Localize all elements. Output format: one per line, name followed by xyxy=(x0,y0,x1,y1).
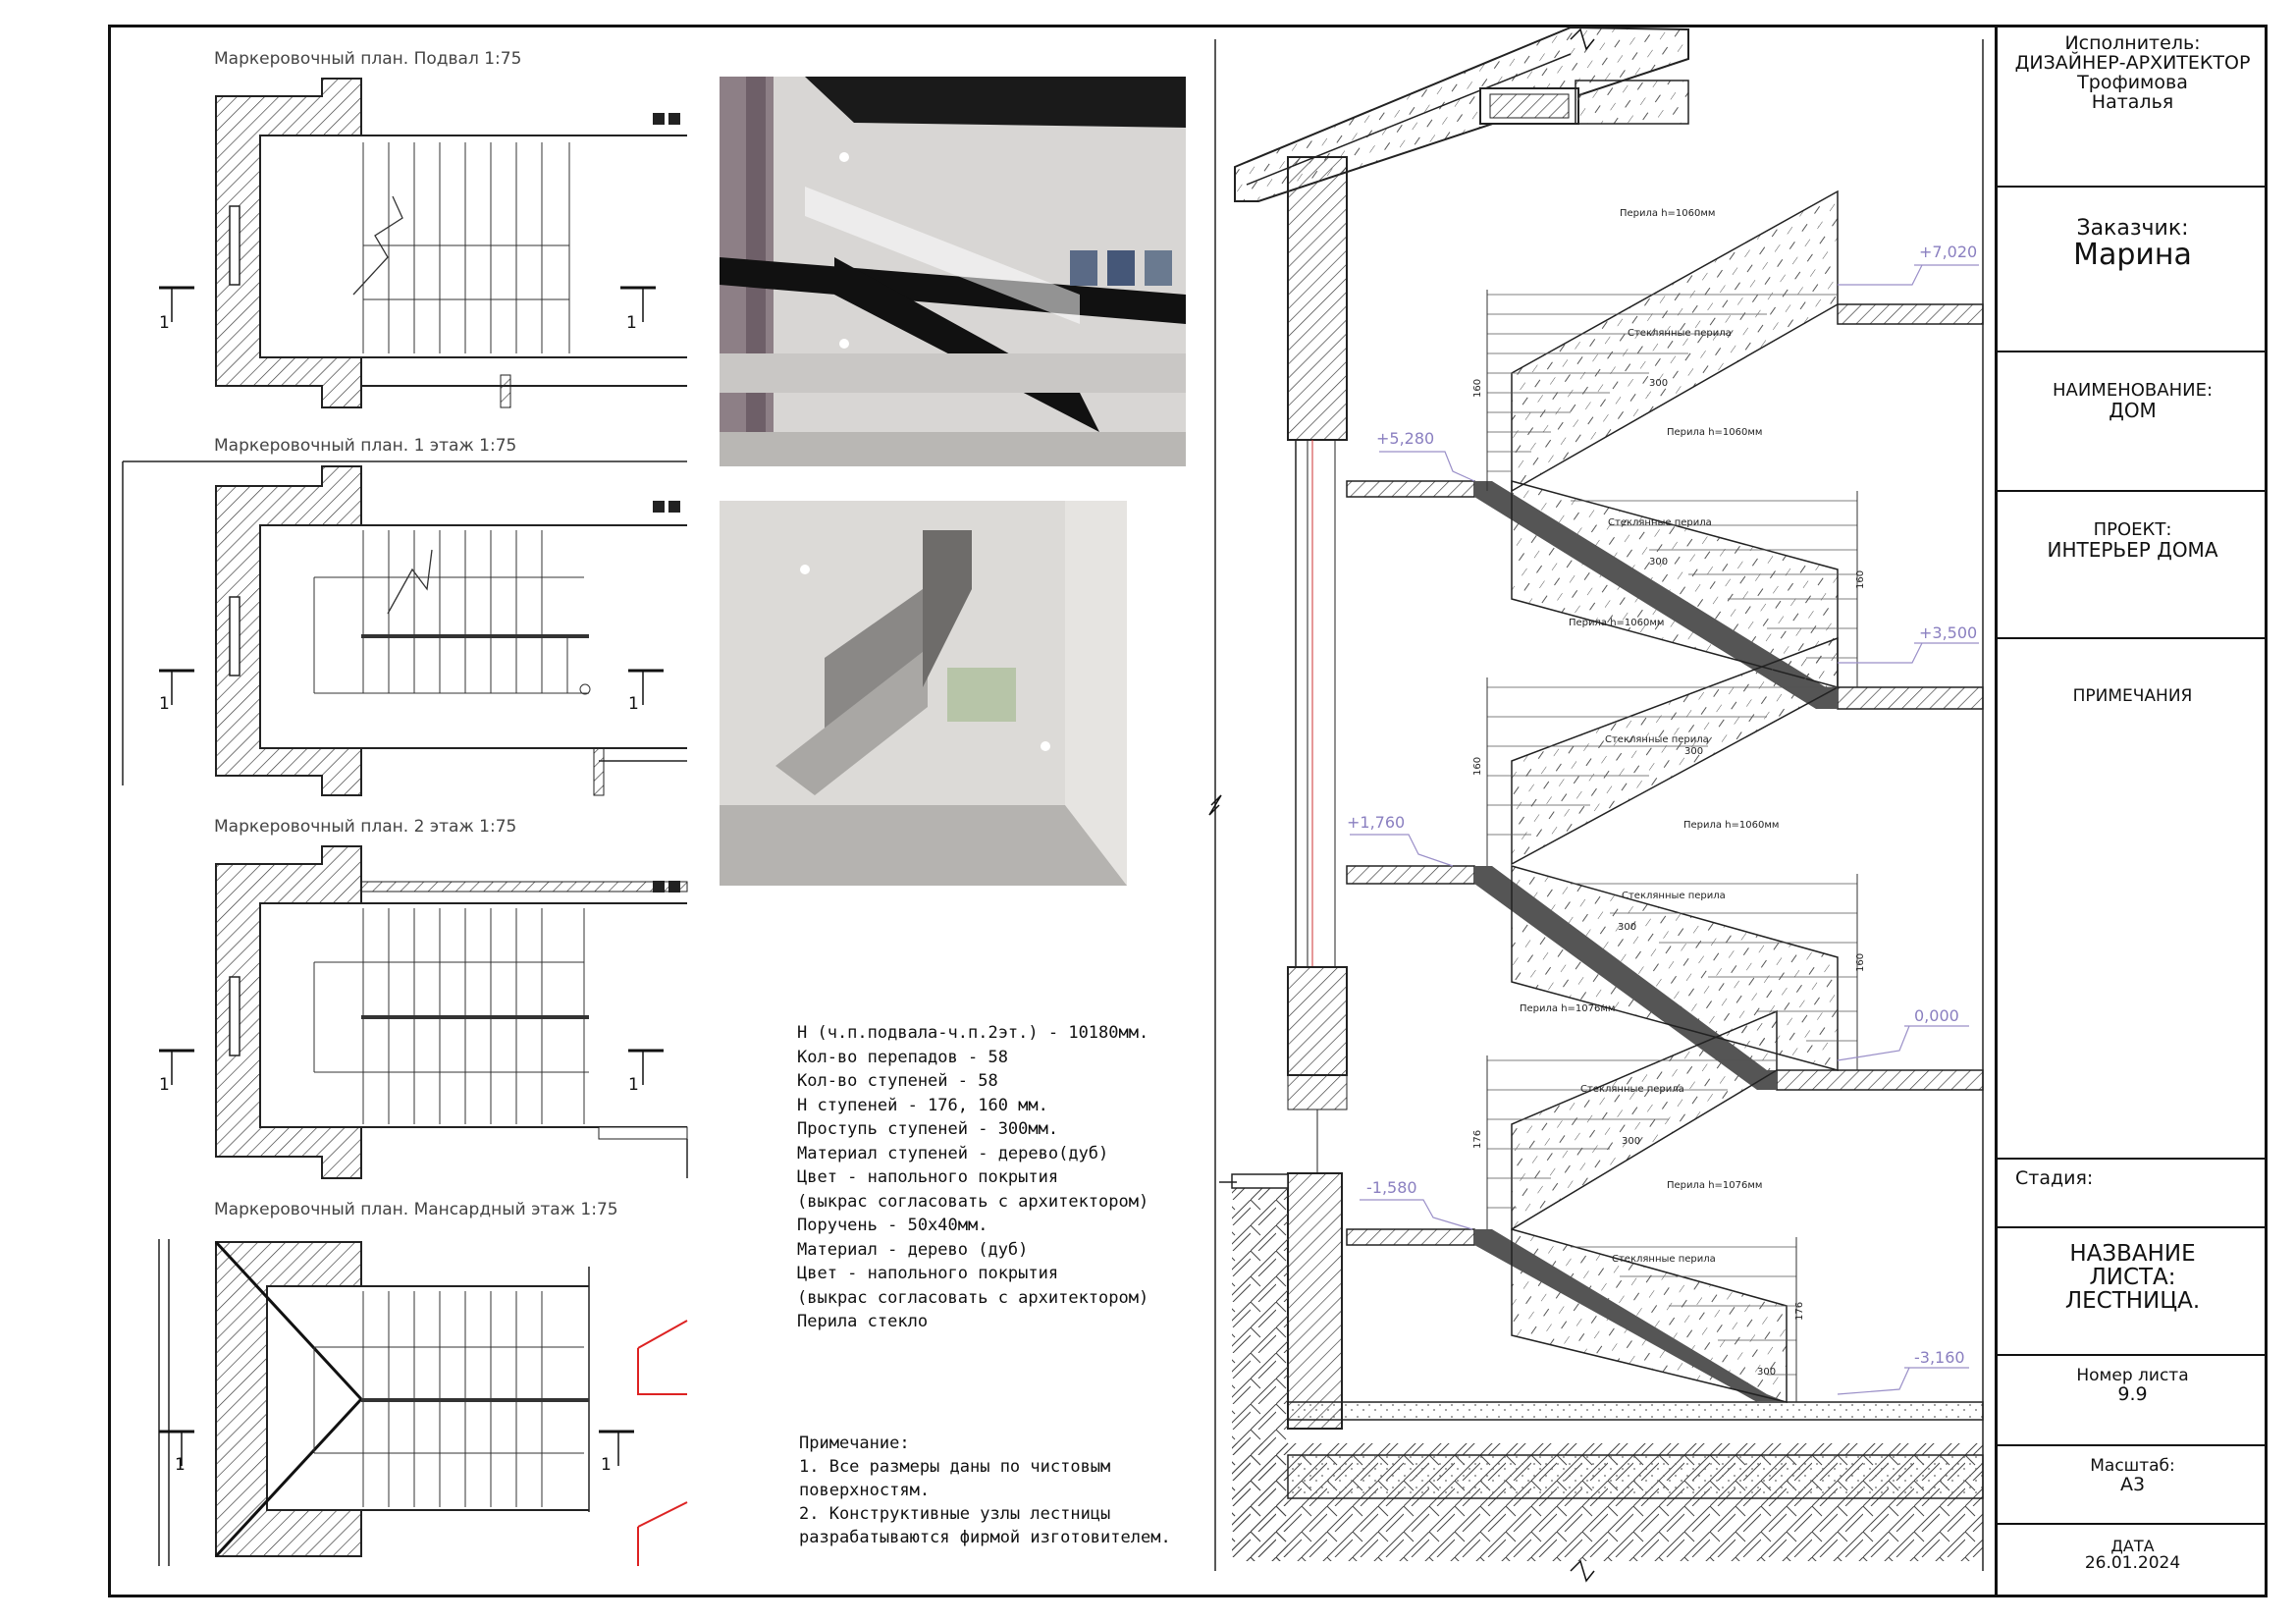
executor-name: Трофимова xyxy=(2077,71,2188,93)
riser-label: 160 xyxy=(1855,952,1866,972)
plan-title-basement: Маркеровочный план. Подвал 1:75 xyxy=(214,49,522,69)
date-label: ДАТА xyxy=(2110,1537,2155,1555)
plan-2nd-floor xyxy=(216,846,687,1178)
railing-label: Перила h=1060мм xyxy=(1620,208,1716,219)
tread-label: 300 xyxy=(1649,378,1669,389)
plan-attic-section-number-left: 1 xyxy=(175,1455,186,1475)
plan-2nd-floor-section-number-right: 1 xyxy=(628,1075,639,1095)
railing-label: Перила h=1076мм xyxy=(1520,1003,1616,1014)
naming-value: ДОМ xyxy=(2109,398,2157,422)
glass-railing-label: Стеклянные перила xyxy=(1580,1084,1684,1095)
stage-label: Стадия: xyxy=(2015,1167,2094,1189)
plan-title-attic: Маркеровочный план. Мансардный этаж 1:75 xyxy=(214,1200,618,1219)
glass-railing-label: Стеклянные перила xyxy=(1628,328,1732,339)
tb-customer xyxy=(1998,188,2268,352)
notes-block xyxy=(799,1432,1171,1549)
spec-line: Перила стекло xyxy=(797,1312,929,1331)
railing-label: Перила h=1076мм xyxy=(1667,1180,1763,1191)
glass-railing-label: Стеклянные перила xyxy=(1612,1254,1716,1265)
notes-title: Примечание: xyxy=(799,1434,910,1453)
plan-attic xyxy=(159,1239,687,1566)
level-label: 0,000 xyxy=(1914,1006,1959,1025)
customer-name: Марина xyxy=(2073,238,2192,273)
project-value: ИНТЕРЬЕР ДОМА xyxy=(2047,537,2218,562)
riser-label: 176 xyxy=(1472,1129,1483,1149)
level-label: +3,500 xyxy=(1919,623,1978,642)
spec-line: (выкрас согласовать с архитектором) xyxy=(797,1191,1149,1212)
railing-label: Перила h=1060мм xyxy=(1569,618,1665,628)
scale-value: А3 xyxy=(2119,1473,2146,1495)
spec-line: Н ступеней - 176, 160 мм. xyxy=(797,1095,1048,1115)
render-photo-staircase-hall xyxy=(720,501,1127,886)
level-label: +1,760 xyxy=(1347,813,1406,832)
note-line: 1. Все размеры даны по чистовым xyxy=(799,1457,1111,1477)
tb-scale xyxy=(1998,1446,2268,1525)
tb-executor xyxy=(1998,25,2268,188)
spec-line: Материал - дерево (дуб) xyxy=(797,1239,1029,1260)
spec-line: Кол-во ступеней - 58 xyxy=(797,1071,998,1091)
tb-stage xyxy=(1998,1160,2268,1228)
title-block xyxy=(1995,25,2268,1597)
executor-label: Исполнитель: xyxy=(2064,32,2201,54)
plan-title-1st-floor: Маркеровочный план. 1 этаж 1:75 xyxy=(214,436,517,456)
project-label: ПРОЕКТ: xyxy=(2093,519,2172,540)
riser-label: 160 xyxy=(1472,378,1483,398)
sheet-name-line: ЛИСТА: xyxy=(2089,1265,2176,1291)
sheet-number-value: 9.9 xyxy=(2117,1382,2148,1405)
date-value: 26.01.2024 xyxy=(2084,1552,2181,1573)
level-label: +5,280 xyxy=(1376,429,1435,448)
spec-line: Кол-во перепадов - 58 xyxy=(797,1047,1008,1067)
plan-attic-section-number-right: 1 xyxy=(601,1455,612,1475)
remarks-label: ПРИМЕЧАНИЯ xyxy=(2072,686,2193,706)
plan-1st-floor-section-number-right: 1 xyxy=(628,694,639,714)
sheet-name-line: НАЗВАНИЕ xyxy=(2069,1241,2196,1267)
tb-project xyxy=(1998,492,2268,639)
tread-label: 300 xyxy=(1649,557,1669,568)
plan-basement-section-number-right: 1 xyxy=(626,313,637,333)
riser-label: 160 xyxy=(1472,756,1483,776)
plan-1st-floor xyxy=(123,461,687,795)
tread-label: 300 xyxy=(1684,746,1704,757)
spec-line: Н (ч.п.подвала-ч.п.2эт.) - 10180мм. xyxy=(797,1023,1149,1043)
glass-railing-label: Стеклянные перила xyxy=(1605,734,1709,745)
plan-title-2nd-floor: Маркеровочный план. 2 этаж 1:75 xyxy=(214,817,517,837)
tb-sheet-number xyxy=(1998,1356,2268,1446)
note-line: поверхностям. xyxy=(799,1481,931,1500)
railing-label: Перила h=1060мм xyxy=(1683,820,1780,831)
customer-label: Заказчик: xyxy=(2076,216,2189,241)
tb-sheet-name xyxy=(1998,1228,2268,1356)
spec-line: Цвет - напольного покрытия xyxy=(797,1167,1059,1187)
executor-role: ДИЗАЙНЕР-АРХИТЕКТОР xyxy=(2014,51,2251,74)
level-label: -3,160 xyxy=(1914,1348,1965,1367)
note-line: 2. Конструктивные узлы лестницы xyxy=(799,1504,1111,1524)
plan-basement-section-number-left: 1 xyxy=(159,313,170,333)
plan-basement xyxy=(216,79,687,407)
stair-specifications xyxy=(797,1021,1148,1334)
spec-line: Поручень - 50х40мм. xyxy=(797,1216,988,1235)
tread-label: 300 xyxy=(1622,1136,1641,1147)
plan-2nd-floor-section-number-left: 1 xyxy=(159,1075,170,1095)
sheet-name-line: ЛЕСТНИЦА. xyxy=(2064,1288,2201,1315)
executor-name: Наталья xyxy=(2091,90,2174,113)
scale-label: Масштаб: xyxy=(2090,1456,2175,1476)
spec-line: Материал ступеней - дерево(дуб) xyxy=(797,1143,1109,1163)
spec-line: (выкрас согласовать с архитектором) xyxy=(797,1287,1149,1308)
note-line: разрабатываются фирмой изготовителем. xyxy=(799,1528,1171,1547)
railing-label: Перила h=1060мм xyxy=(1667,427,1763,438)
render-photo-staircase-top xyxy=(720,77,1186,466)
glass-railing-label: Стеклянные перила xyxy=(1608,517,1712,528)
sheet-number-label: Номер листа xyxy=(2076,1366,2189,1385)
glass-railing-label: Стеклянные перила xyxy=(1622,891,1726,901)
spec-line: Цвет - напольного покрытия xyxy=(797,1264,1059,1283)
level-label: -1,580 xyxy=(1366,1178,1417,1197)
level-label: +7,020 xyxy=(1919,243,1978,261)
riser-label: 176 xyxy=(1794,1301,1805,1321)
tread-label: 300 xyxy=(1757,1367,1777,1378)
section-level-labels xyxy=(1347,243,1977,1367)
plan-1st-floor-section-number-left: 1 xyxy=(159,694,170,714)
tb-date xyxy=(1998,1525,2268,1597)
stair-section xyxy=(1209,27,1983,1581)
tb-remarks xyxy=(1998,639,2268,1160)
tread-label: 300 xyxy=(1618,922,1637,933)
tb-naming xyxy=(1998,352,2268,492)
naming-label: НАИМЕНОВАНИЕ: xyxy=(2052,380,2214,401)
spec-line: Проступь ступеней - 300мм. xyxy=(797,1119,1059,1139)
riser-label: 160 xyxy=(1855,569,1866,589)
